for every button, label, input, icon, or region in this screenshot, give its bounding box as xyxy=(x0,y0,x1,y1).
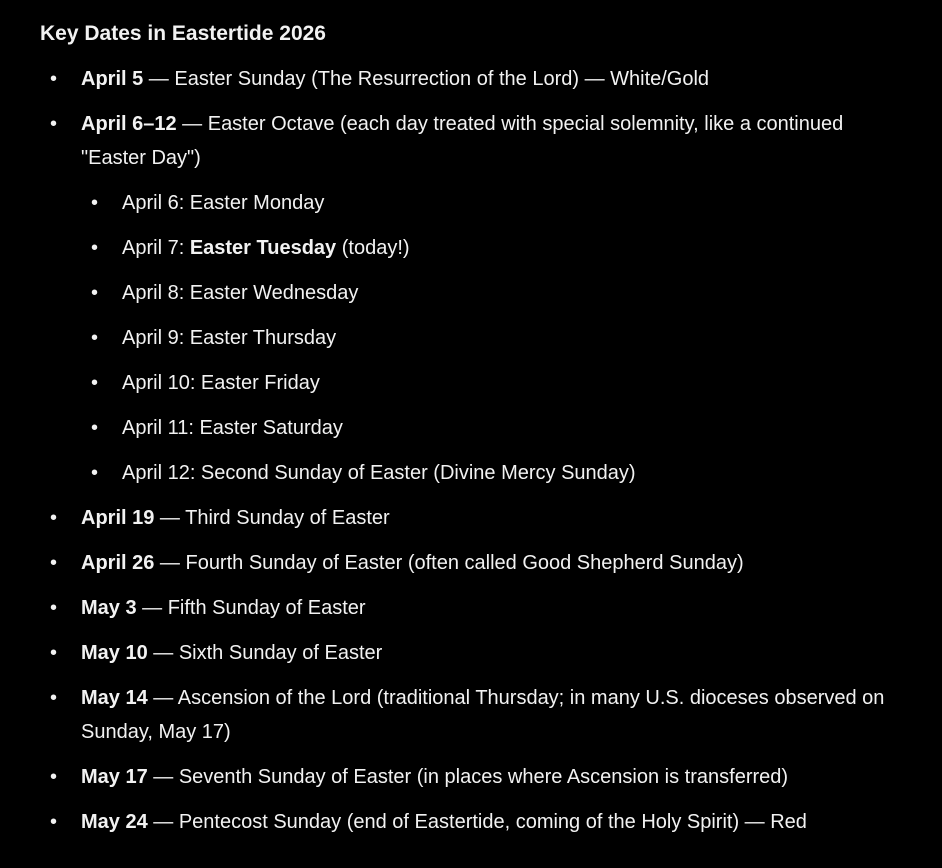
item-text: — Easter Octave (each day treated with special solemnity, like a continued "Easter Day") xyxy=(81,113,844,169)
sub-item-text: April 10: Easter Friday xyxy=(122,372,320,394)
list-item-april-26 xyxy=(40,546,912,580)
list-item-may-10 xyxy=(40,636,912,670)
list-item-april-6-12 xyxy=(40,107,912,490)
item-text: — Sixth Sunday of Easter xyxy=(147,642,383,664)
octave-sublist xyxy=(81,186,912,490)
item-date: April 6–12 xyxy=(81,113,177,135)
item-date: April 26 xyxy=(81,552,155,574)
item-date: April 19 xyxy=(81,507,155,529)
bullet-icon: • xyxy=(91,327,99,349)
list-item-april-19 xyxy=(40,501,912,535)
item-text: — Pentecost Sunday (end of Eastertide, coming of the Holy Spirit) — Red xyxy=(147,811,807,833)
list-item-may-24 xyxy=(40,805,912,839)
bullet-icon: • xyxy=(91,192,99,214)
sub-item-suffix: (today!) xyxy=(336,237,410,259)
item-date: May 17 xyxy=(81,766,148,788)
bullet-icon: • xyxy=(50,766,58,788)
bullet-icon: • xyxy=(91,417,99,439)
bullet-icon: • xyxy=(91,372,99,394)
sub-item xyxy=(81,456,912,490)
sub-item xyxy=(81,321,912,355)
sub-item-prefix: April 7: xyxy=(122,237,190,259)
bullet-icon: • xyxy=(50,552,58,574)
sub-item xyxy=(81,276,912,310)
sub-item xyxy=(81,231,912,265)
bullet-icon: • xyxy=(50,811,58,833)
sub-item-text: April 9: Easter Thursday xyxy=(122,327,337,349)
item-date: April 5 xyxy=(81,68,144,90)
bullet-icon: • xyxy=(91,462,99,484)
sub-item xyxy=(81,411,912,445)
dates-list xyxy=(40,62,912,839)
bullet-icon: • xyxy=(50,687,58,709)
sub-item-text: April 11: Easter Saturday xyxy=(122,417,343,439)
bullet-icon: • xyxy=(50,68,58,90)
item-text: — Third Sunday of Easter xyxy=(154,507,390,529)
sub-item-text: April 12: Second Sunday of Easter (Divine Mercy Sunday) xyxy=(122,462,636,484)
bullet-icon: • xyxy=(50,507,58,529)
item-date: May 14 xyxy=(81,687,148,709)
sub-item-bold: Easter Tuesday xyxy=(189,237,337,259)
item-text: — Fifth Sunday of Easter xyxy=(136,597,366,619)
bullet-icon: • xyxy=(50,642,58,664)
item-text: — Ascension of the Lord (traditional Thursday; in many U.S. dioceses observed on Sunday, May 17) xyxy=(81,687,885,743)
item-text: — Seventh Sunday of Easter (in places where Ascension is transferred) xyxy=(147,766,789,788)
sub-item-text: April 6: Easter Monday xyxy=(122,192,325,214)
bullet-icon: • xyxy=(50,597,58,619)
list-item-may-14 xyxy=(40,681,912,749)
list-item-april-5 xyxy=(40,62,912,96)
item-date: May 24 xyxy=(81,811,148,833)
item-text: — Fourth Sunday of Easter (often called Good Shepherd Sunday) xyxy=(154,552,744,574)
sub-item xyxy=(81,186,912,220)
item-date: May 3 xyxy=(81,597,137,619)
sub-item xyxy=(81,366,912,400)
list-item-may-17 xyxy=(40,760,912,794)
bullet-icon: • xyxy=(91,237,99,259)
item-text: — Easter Sunday (The Resurrection of the Lord) — White/Gold xyxy=(143,68,710,90)
section-heading: Key Dates in Eastertide 2026 xyxy=(40,22,326,45)
sub-item-text: April 8: Easter Wednesday xyxy=(122,282,359,304)
item-date: May 10 xyxy=(81,642,148,664)
bullet-icon: • xyxy=(50,113,58,135)
list-item-may-3 xyxy=(40,591,912,625)
bullet-icon: • xyxy=(91,282,99,304)
